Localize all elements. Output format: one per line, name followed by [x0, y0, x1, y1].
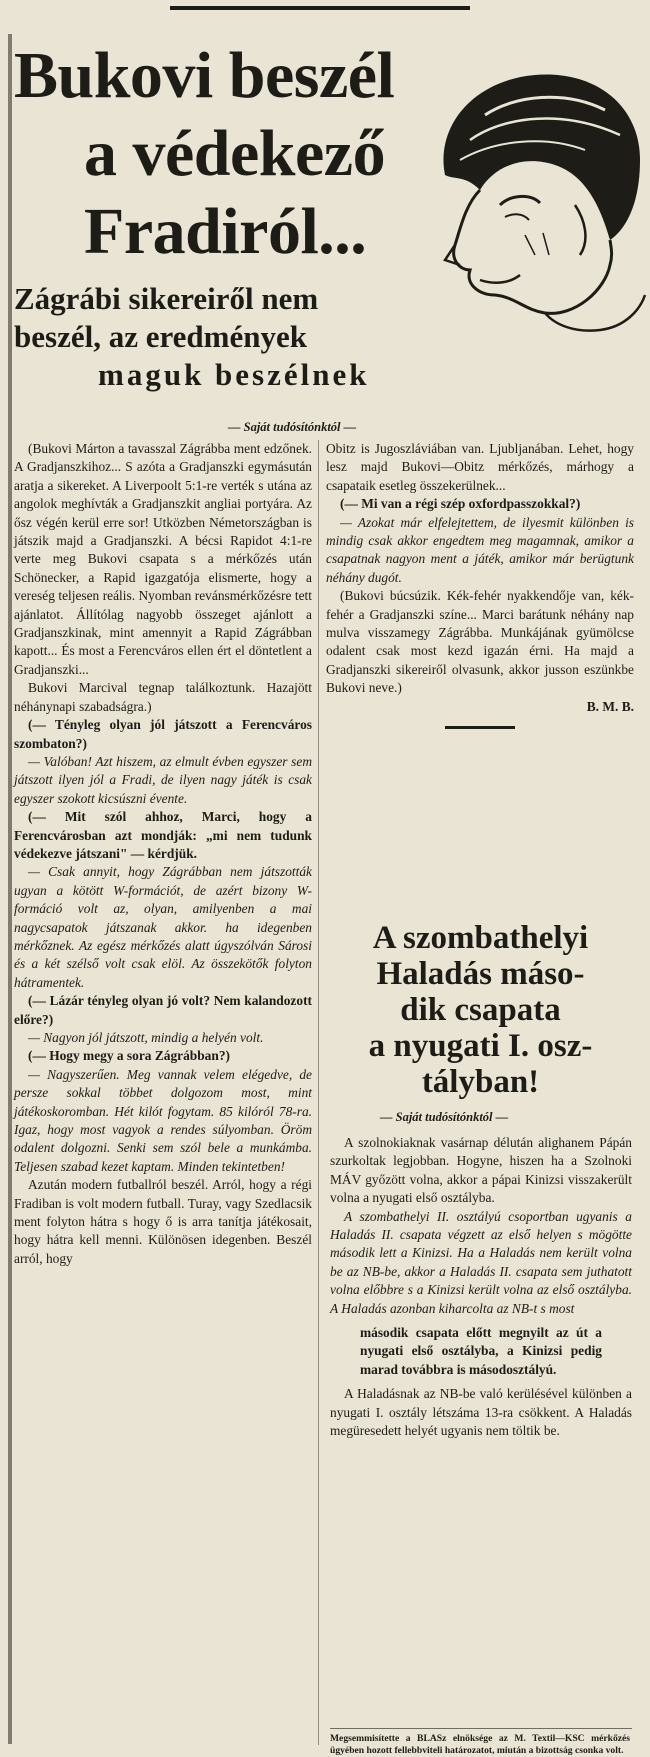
interview-question: (— Hogy megy a sora Zágrábban?): [28, 1048, 230, 1064]
article-1-column-2: [326, 440, 634, 741]
headline-article-2: [328, 920, 633, 1100]
interview-question: (— Lázár tényleg olyan jó volt? Nem kalandozott előre?): [14, 993, 312, 1027]
column-divider: [318, 440, 319, 1745]
body-paragraph-continued: Obitz is Jugoszláviában van. Ljubljanában. Lehet, hogy lesz majd Bukovi—Obitz mérkőzés, márhogy a csapataik esetleg összekerülnek...: [326, 441, 634, 493]
headline-2-line-1: A szombathelyi: [372, 920, 589, 956]
headline-2-line-4: a nyugati I. osz-: [368, 1028, 593, 1064]
headline-line-1: Bukovi beszél: [14, 39, 395, 112]
byline-article-1: — Saját tudósítónktól —: [228, 420, 357, 434]
left-column-rule: [8, 34, 12, 1744]
interview-answer: — Valóban! Azt hiszem, az elmult évben egyszer sem játszott ilyen jól a Fradi, de ilyen nagy játék is csak egyszer szokott kicsúszni évente.: [14, 753, 312, 806]
article-2-body: [330, 1134, 632, 1441]
article-1-column-1: [14, 440, 312, 1268]
headline-line-3: Fradiról...: [84, 195, 367, 268]
headline-2-line-2: Haladás máso-: [376, 956, 585, 992]
author-signature: B. M. B.: [586, 698, 634, 714]
interview-answer: — Csak annyit, hogy Zágrábban nem játszották ugyan a kötött W-formációt, de azért bizony W-formáció volt az, olyan, amilyenben a mai nagycsapatok játszanak akkor. ha idegenben mérkőznek. Az egész mérkőzés alatt úgyszólván Sárosi és a két szélső volt csak elöl. Az összekötők folyton hátramentek.: [14, 864, 312, 990]
headline-2-line-3: dik csapata: [400, 992, 561, 1028]
interview-answer: — Azokat már elfelejtettem, de ilyesmit különben is mindig csak akkor engedtem meg magamnak, amikor a csapatnak nagyon ment a játék, amikor már berügtunk néhány dugót.: [326, 514, 634, 585]
body-paragraph: (Bukovi Márton a tavasszal Zágrábba ment edzőnek. A Gradjanszkihoz... S azóta a Gradjanszki egymásután aratja a sikereket. A Liverpoolt 5:1-re verték s utána az angolok meghívták a Gradjanszkit angliai portyára. Az ősz végén kerül erre sor! Utközben Németországban is játszik majd a Gradjanszki. A bécsi Rapidot 4:1-re verte meg Bukovi csapata s a mérkőzés után Schönecker, a Rapid igazgatója elismerte, hogy a vereség teljesen reális. Nyomban revánsmérkőzésre tett ajánlatot. Állítólag nagyobb összeget ajánlott a Gradjanszkinak, mint amennyit a Rapid Zágrábban kapott... És most a Ferencváros ellen ért el döntetlent a Gradjanszki...: [14, 441, 312, 677]
interview-answer: — Nagyszerűen. Meg vannak velem elégedve, de persze sokkal többet dolgozom most, mint játékoskoromban. Hét kilót fogytam. 85 kilóról 78-ra. Igaz, hogy most vagyok a rendes súlyomban. Öröm odalent dolgozni. Senki sem szól bele a munkámba. Teljesen szabad kezet kaptam. Minden tekintetben!: [14, 1066, 312, 1174]
headline-2-line-5: tályban!: [421, 1064, 540, 1100]
interview-question: (— Tényleg olyan jól játszott a Ferencváros szombaton?): [14, 717, 312, 751]
subheadline-line-3: maguk beszélnek: [98, 357, 370, 392]
body-paragraph: A szombathelyi II. osztályú csoportban ugyanis a Haladás II. csapata végzett az első helyen s mögötte második lett a Kinizsi. Ha a Haladás nem került volna be az NB-be, akkor a Haladás II. csapata sem juthatott volna előbbre s a Kinizsi került volna az első osztályba. A Haladás azonban kiharcolta az NB-t s most: [330, 1208, 632, 1316]
body-paragraph: Azután modern futballról beszél. Arról, hogy a régi Fradiban is volt modern futball. Turay, vagy Szedlacsik ment folyton hátra s hogy ő is arra tanítja játékosait, hogy hátra kell menni. Különösen idegenben. Beszél arról, hogy: [14, 1177, 312, 1266]
caricature-portrait: [425, 55, 650, 360]
body-paragraph: A Haladásnak az NB-be való kerülésével különben a nyugati I. osztály létszáma 13-ra csökkent. A Haladás megüresedett helyét ugyanis nem töltik be.: [330, 1386, 632, 1439]
interview-answer: — Nagyon jól játszott, mindig a helyén volt.: [28, 1030, 264, 1045]
body-paragraph: A szolnokiaknak vasárnap délután alighanem Pápán szurkoltak legjobban. Hogyne, hiszen ha a Szolnoki MÁV győzött volna, akkor a pápai Kinizsi visszakerült volna a nyugati első osztályba.: [330, 1135, 632, 1206]
subheadline-line-2: beszél, az eredmények: [14, 319, 307, 354]
headline-line-2: a védekező: [84, 117, 386, 190]
body-paragraph: Bukovi Marcival tegnap találkoztunk. Hazajött néhánynapi szabadságra.): [14, 680, 312, 714]
news-brief: Megsemmisítette a BLASz elnöksége az M. Textil—KSC mérkőzés ügyében hozott fellebbviteli határozatot, miután a bizottság csonka volt.: [330, 1733, 630, 1756]
note-rule: [330, 1728, 632, 1729]
interview-question: (— Mit szól ahhoz, Marci, hogy a Ferencvárosban azt mondják: „mi nem tudunk védekezve játszani" — kérdjük.: [14, 809, 312, 861]
interview-question: (— Mi van a régi szép oxfordpasszokkal?): [340, 496, 581, 512]
body-paragraph-bold: második csapata előtt megnyilt az út a nyugati első osztályba, a Kinizsi pedig marad továbbra is másodosztályú.: [360, 1325, 602, 1377]
article-separator: [445, 726, 515, 729]
top-rule: [170, 6, 470, 10]
body-paragraph: (Bukovi búcsúzik. Kék-fehér nyakkendője van, kék-fehér a Gradjanszki színe... Marci barátunk néhány nap mulva visszamegy Zágrábba. Munkájának gyümölcse odalent csak most kezd igazán érni. Ha majd a Gradjanszki sikereiről olvasunk, akkor jusson eszünkbe Bukovi neve.): [326, 588, 634, 696]
subheadline-line-1: Zágrábi sikereiről nem: [14, 281, 319, 316]
byline-article-2: — Saját tudósítónktól —: [380, 1110, 509, 1124]
